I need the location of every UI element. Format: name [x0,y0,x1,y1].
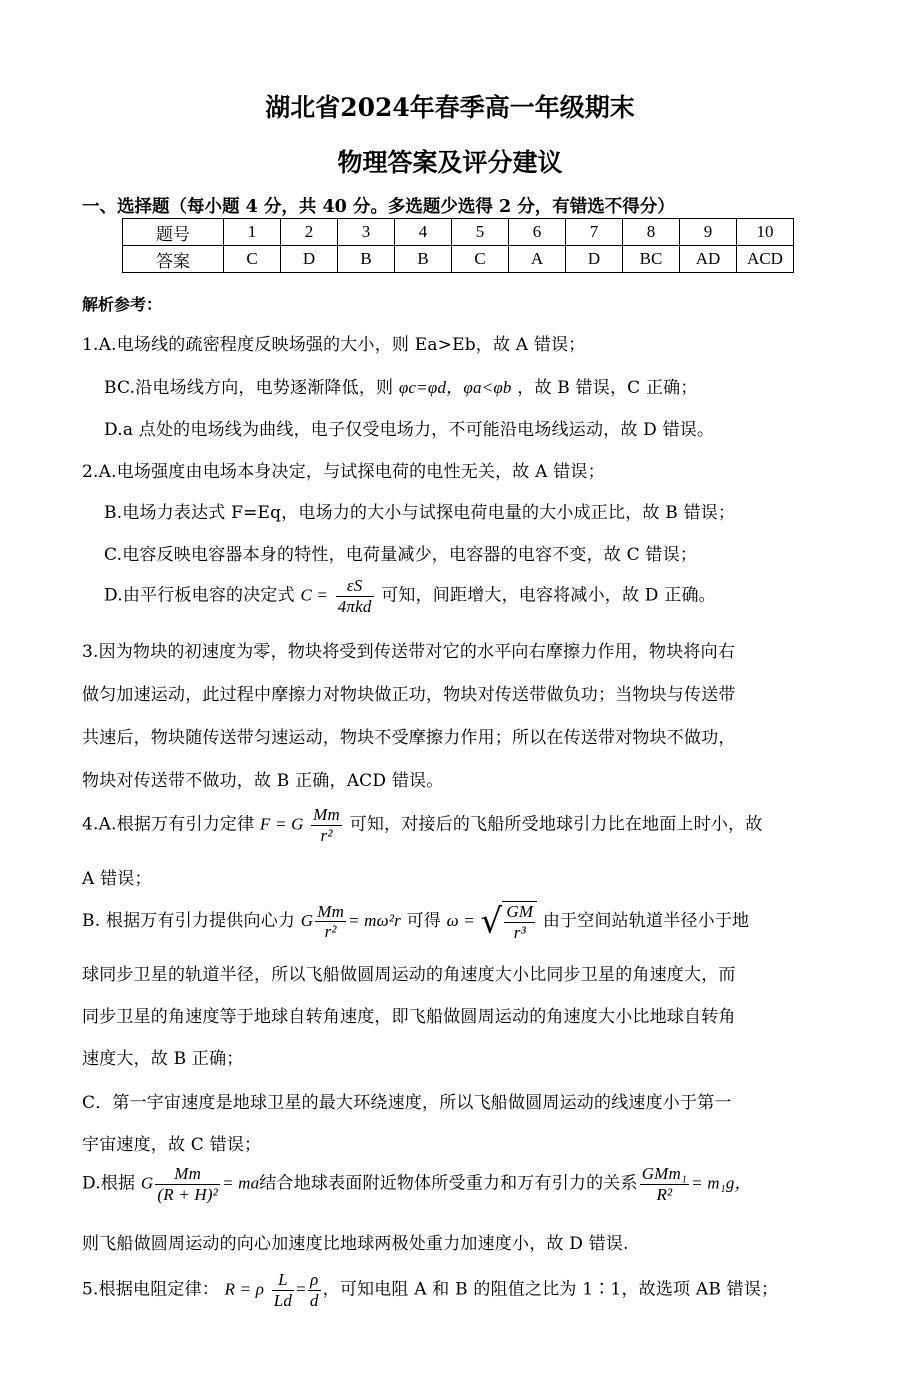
q2-line-b: B.电场力表达式 F=Eq，电场力的大小与试探电荷电量的大小成正比，故 B 错误； [104,503,736,523]
fraction-denominator: 4πkd [337,596,372,616]
text: BC.沿电场线方向，电势逐渐降低，则 [104,378,399,398]
text: 5.根据电阻定律： [82,1279,220,1300]
radicand [502,901,537,942]
resistance-fraction-1 [272,1270,294,1310]
analysis-heading: 解析参考： [82,295,163,314]
fraction-numerator: GM [506,902,534,921]
q3-line-2: 做匀加速运动，此过程中摩擦力对物块做正功，物块对传送带做负功；当物块与传送带 [82,685,736,705]
q5-line [82,1270,778,1310]
table-cell: BC [623,246,680,273]
document-title: 湖北省2024年春季高一年级期末 [265,93,635,122]
text: 可知，间距增大，电容将减小，故 D 正确。 [381,585,716,606]
q3-line-1: 3.因为物块的初速度为零，物块将受到传送带对它的水平向右摩擦力作用，物块将向右 [82,642,736,662]
table-header-number: 题号 [123,219,224,246]
table-cell: D [281,246,338,273]
table-cell: C [452,246,509,273]
table-row-numbers [123,219,794,246]
fraction-denominator: d [309,1290,319,1310]
fraction-numerator: Mm [313,805,341,824]
formula-rhs: = ma [221,1173,260,1193]
table-cell: 2 [281,219,338,246]
table-cell: 6 [509,219,566,246]
table-cell: 8 [623,219,680,246]
fraction-denominator: r² [324,922,337,942]
text: 4.A.根据万有引力定律 [82,814,255,835]
fraction-denominator: r² [320,825,333,845]
table-cell: B [395,246,452,273]
text: ，故 B 错误，C 正确； [511,378,698,398]
table-cell: AD [680,246,737,273]
answer-table [122,218,794,273]
table-cell: ACD [737,246,794,273]
text: 由于空间站轨道半径小于地 [542,911,750,932]
radicand-fraction [504,902,535,942]
sqrt-expression [481,901,538,942]
equals-sign: = [296,1279,306,1299]
capacitance-fraction [336,576,374,616]
q4-line-c1: C．第一宇宙速度是地球卫星的最大环绕速度，所以飞船做圆周运动的线速度小于第一 [82,1093,732,1113]
radical-sign: √ [480,901,503,942]
fraction-denominator: (R + H)² [157,1184,218,1204]
fraction-numerator: L [272,1270,294,1291]
omega-lhs: ω = [446,911,475,931]
fraction-denominator: R² [656,1184,673,1204]
fraction-numerator: Mm [155,1164,220,1185]
table-cell: C [224,246,281,273]
table-cell: 4 [395,219,452,246]
fraction-numerator: ρ [308,1270,321,1291]
q4-line-d2: 则飞船做圆周运动的向心加速度比地球两极处重力加速度小，故 D 错误. [82,1234,629,1254]
q1-line-bc [104,373,698,398]
gravity-fraction [640,1164,689,1204]
q1-line-d: D.a 点处的电场线为曲线，电子仅受电场力，不可能沿电场线运动，故 D 错误。 [104,420,715,440]
text: 可得 [406,911,441,932]
symbol-G: G [300,911,314,931]
table-cell: 5 [452,219,509,246]
text: B. 根据万有引力提供向心力 [82,911,296,932]
formula-lhs: R = ρ [224,1279,265,1299]
table-cell: A [509,246,566,273]
q2-line-d [104,576,716,616]
text: D.根据 [82,1173,136,1194]
section-heading-choice: 一、选择题（每小题 4 分，共 40 分。多选题少选得 2 分，有错选不得分） [82,197,675,217]
q2-line-c: C.电容反映电容器本身的特性，电荷量减少，电容器的电容不变，故 C 错误； [104,545,698,565]
formula-rhs: = mω²r [348,911,401,931]
q4-line-b [82,901,749,942]
q3-line-3: 共速后，物块随传送带匀速运动，物块不受摩擦力作用；所以在传送带对物块不做功， [82,728,736,748]
fraction-denominator: Ld [273,1290,293,1310]
q4-line-b4: 速度大，故 B 正确； [82,1049,244,1069]
table-cell: B [338,246,395,273]
gravity-fraction [311,805,342,845]
fraction-numerator: GMm₁ [641,1164,688,1183]
acceleration-fraction [155,1164,220,1204]
text: ，可知电阻 A 和 B 的阻值之比为 1∶1，故选项 AB 错误； [322,1279,779,1300]
table-cell: 7 [566,219,623,246]
potential-relation: φc=φd，φa<φb [398,378,512,397]
document-subtitle: 物理答案及评分建议 [337,148,563,177]
fraction-numerator: εS [336,576,374,597]
q4-line-a2: A 错误； [82,869,152,889]
q4-line-b2: 球同步卫星的轨道半径，所以飞船做圆周运动的角速度大小比同步卫星的角速度大，而 [82,965,736,985]
q4-line-c2: 宇宙速度，故 C 错误； [82,1135,262,1155]
table-cell: 10 [737,219,794,246]
text: D.由平行板电容的决定式 [104,585,295,606]
q4-line-d [82,1164,752,1204]
text: 可知，对接后的飞船所受地球引力比在地面上时小，故 [349,814,763,835]
table-cell: 3 [338,219,395,246]
resistance-fraction-2 [308,1270,321,1310]
q4-line-a [82,805,762,845]
table-header-answer: 答案 [123,246,224,273]
table-cell: 1 [224,219,281,246]
gravity-fraction [315,902,346,942]
table-cell: 9 [680,219,737,246]
q3-line-4: 物块对传送带不做功，故 B 正确，ACD 错误。 [82,771,444,791]
formula-lhs: C = [300,585,329,605]
table-row-answers [123,246,794,273]
symbol-G: G [140,1173,154,1193]
fraction-denominator: r³ [513,922,526,942]
q1-line-a: 1.A.电场线的疏密程度反映场强的大小，则 Ea>Eb，故 A 错误； [82,335,586,355]
text: 结合地球表面附近物体所受重力和万有引力的关系 [259,1173,638,1194]
table-cell: D [566,246,623,273]
formula-rhs: = m₁g， [691,1173,752,1193]
q4-line-b3: 同步卫星的角速度等于地球自转角速度，即飞船做圆周运动的角速度大小比地球自转角 [82,1007,736,1027]
q2-line-a: 2.A.电场强度由电场本身决定，与试探电荷的电性无关，故 A 错误； [82,462,605,482]
formula-lhs: F = G [259,814,304,834]
fraction-numerator: Mm [317,901,345,921]
